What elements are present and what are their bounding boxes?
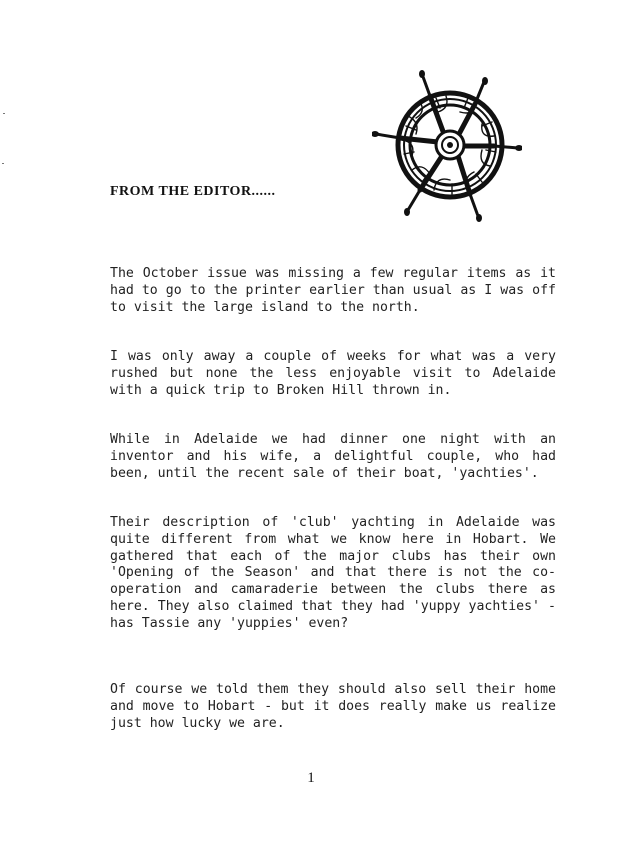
paragraph-1: The October issue was missing a few regular items as it had to go to the printer earlier than usual as I was off to visit the large island to the north. bbox=[110, 266, 556, 315]
scan-speck bbox=[2, 163, 4, 164]
paragraph-5: Of course we told them they should also sell their home and move to Hobart - but it does really make us realize just how lucky we are. bbox=[110, 682, 556, 731]
page-number: 1 bbox=[307, 770, 315, 786]
ships-wheel-icon bbox=[372, 66, 522, 224]
editor-heading: FROM THE EDITOR...... bbox=[110, 184, 276, 199]
scan-speck bbox=[3, 113, 5, 114]
paragraph-4: Their description of 'club' yachting in Adelaide was quite different from what we know here in Hobart. We gathered that each of the major clubs has their own 'Opening of the Season' and that there is not the co-operation and camaraderie between the clubs there as here. They also claimed that they had 'yuppy yachties' - has Tassie any 'yuppies' even? bbox=[110, 515, 556, 631]
paragraph-2: I was only away a couple of weeks for what was a very rushed but none the less enjoyable visit to Adelaide with a quick trip to Broken Hill thrown in. bbox=[110, 349, 556, 398]
paragraph-3: While in Adelaide we had dinner one night with an inventor and his wife, a delightful couple, who had been, until the recent sale of their boat, 'yachties'. bbox=[110, 432, 556, 481]
